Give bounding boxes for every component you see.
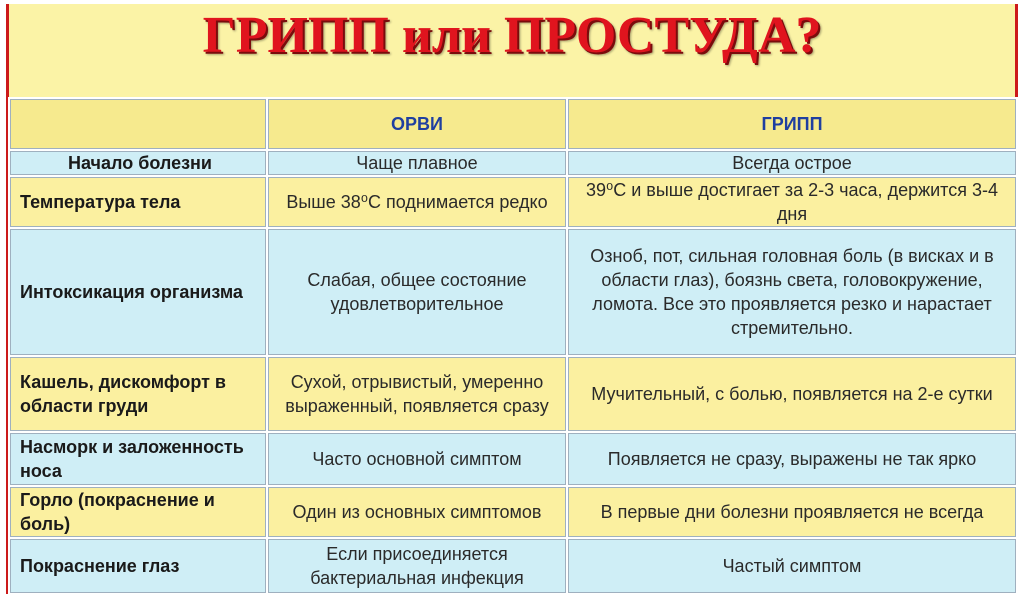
gripp-cell: Всегда острое	[567, 150, 1017, 176]
table-row	[9, 432, 1017, 486]
row-label: Покраснение глаз	[9, 538, 267, 594]
row-label: Температура тела	[9, 176, 267, 228]
orvi-cell: Если присоединяется бактериальная инфекция	[267, 538, 567, 594]
orvi-cell: Один из основных симптомов	[267, 486, 567, 538]
row-label: Насморк и заложенность носа	[9, 432, 267, 486]
gripp-cell: Мучительный, с болью, появляется на 2-е сутки	[567, 356, 1017, 432]
table-row	[9, 176, 1017, 228]
row-label: Интоксикация организма	[9, 228, 267, 356]
page-title: ГРИПП или ПРОСТУДА?	[202, 7, 822, 64]
table-row	[9, 538, 1017, 594]
gripp-cell: Появляется не сразу, выражены не так ярко	[567, 432, 1017, 486]
row-label: Горло (покраснение и боль)	[9, 486, 267, 538]
orvi-cell: Слабая, общее состояние удовлетворительное	[267, 228, 567, 356]
gripp-cell: Озноб, пот, сильная головная боль (в висках и в области глаз), боязнь света, головокружение, ломота. Все это проявляется резко и нарастает стремительно.	[567, 228, 1017, 356]
orvi-cell: Чаще плавное	[267, 150, 567, 176]
comparison-table	[8, 97, 1018, 595]
orvi-cell: Часто основной симптом	[267, 432, 567, 486]
gripp-cell: Частый симптом	[567, 538, 1017, 594]
orvi-cell: Сухой, отрывистый, умеренно выраженный, появляется сразу	[267, 356, 567, 432]
table-header-row	[9, 98, 1017, 150]
table-row	[9, 228, 1017, 356]
header-orvi: ОРВИ	[267, 98, 567, 150]
table-row	[9, 150, 1017, 176]
gripp-cell: В первые дни болезни проявляется не всегда	[567, 486, 1017, 538]
orvi-cell: Выше 38⁰С поднимается редко	[267, 176, 567, 228]
row-label: Кашель, дискомфорт в области груди	[9, 356, 267, 432]
table-row	[9, 486, 1017, 538]
header-empty-cell	[9, 98, 267, 150]
table-row	[9, 356, 1017, 432]
row-label: Начало болезни	[9, 150, 267, 176]
gripp-cell: 39⁰С и выше достигает за 2-3 часа, держится 3-4 дня	[567, 176, 1017, 228]
header-gripp: ГРИПП	[567, 98, 1017, 150]
